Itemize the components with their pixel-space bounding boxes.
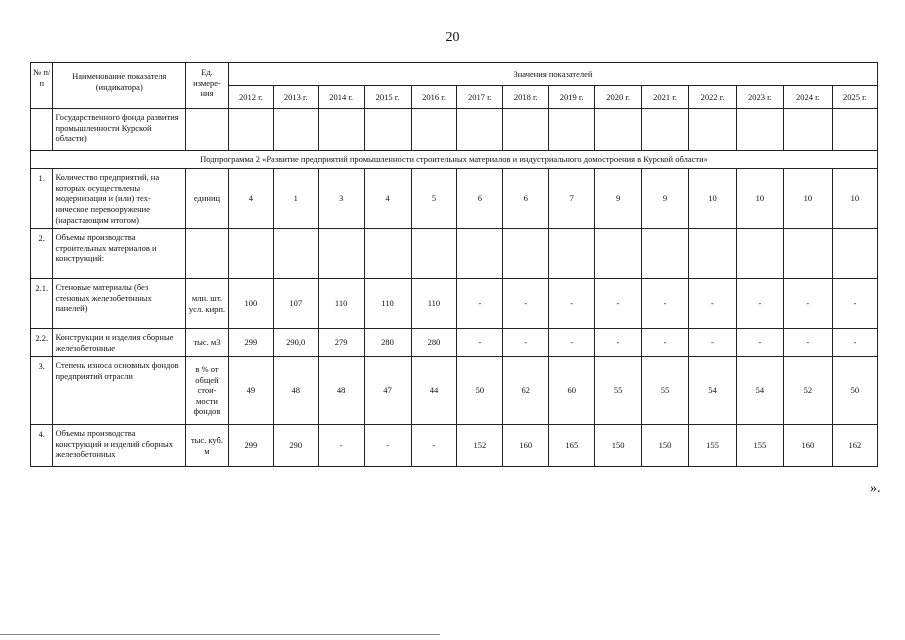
value-cell: - — [457, 329, 503, 357]
value-cell: - — [595, 329, 642, 357]
value-cell: - — [503, 329, 549, 357]
value-cell — [832, 109, 877, 151]
header-year: 2016 г. — [411, 86, 457, 109]
value-cell: 55 — [595, 357, 642, 425]
value-cell — [736, 229, 783, 279]
value-cell: 100 — [228, 279, 273, 329]
row-number: 4. — [31, 425, 53, 467]
indicator-name: Стеновые материалы (без стеновых железобетонных панелей) — [53, 279, 186, 329]
header-year: 2018 г. — [503, 86, 549, 109]
indicator-name: Степень износа основных фондов предприятий отрасли — [53, 357, 186, 425]
value-cell — [411, 109, 457, 151]
value-cell: 54 — [736, 357, 783, 425]
value-cell: - — [503, 279, 549, 329]
header-year: 2025 г. — [832, 86, 877, 109]
value-cell — [642, 109, 689, 151]
unit-of-measure: в % от общей стои-мости фондов — [186, 357, 229, 425]
value-cell: 150 — [595, 425, 642, 467]
value-cell: 44 — [411, 357, 457, 425]
value-cell: 280 — [411, 329, 457, 357]
value-cell: 279 — [318, 329, 364, 357]
indicator-name: Государственного фонда развития промышленности Курской области) — [53, 109, 186, 151]
unit-of-measure: млн. шт. усл. кирп. — [186, 279, 229, 329]
value-cell: 160 — [783, 425, 832, 467]
value-cell: 50 — [457, 357, 503, 425]
value-cell: - — [832, 329, 877, 357]
value-cell: - — [688, 279, 736, 329]
indicator-name: Конструкции и изделия сборные железобетонные — [53, 329, 186, 357]
value-cell: 10 — [832, 169, 877, 229]
table-row — [31, 229, 878, 279]
value-cell: 48 — [318, 357, 364, 425]
value-cell: - — [411, 425, 457, 467]
value-cell: 62 — [503, 357, 549, 425]
indicators-table — [30, 62, 878, 467]
end-quote-mark: ». — [870, 481, 881, 496]
value-cell: - — [783, 279, 832, 329]
value-cell: 110 — [411, 279, 457, 329]
value-cell — [595, 229, 642, 279]
header-year: 2021 г. — [642, 86, 689, 109]
row-number — [31, 109, 53, 151]
value-cell: 299 — [228, 425, 273, 467]
value-cell: 5 — [411, 169, 457, 229]
value-cell: - — [642, 279, 689, 329]
value-cell: 48 — [273, 357, 318, 425]
value-cell: - — [364, 425, 411, 467]
unit-of-measure — [186, 229, 229, 279]
value-cell: - — [595, 279, 642, 329]
value-cell: 9 — [642, 169, 689, 229]
value-cell: 52 — [783, 357, 832, 425]
value-cell — [457, 229, 503, 279]
table-row — [31, 357, 878, 425]
value-cell: 155 — [736, 425, 783, 467]
indicator-name: Количество предприятий, на которых осуществлены модернизация и (или) тех-ническое перевооружение (нарастающим итогом) — [53, 169, 186, 229]
value-cell — [228, 109, 273, 151]
row-number: 2.1. — [31, 279, 53, 329]
value-cell: - — [549, 279, 595, 329]
header-num: № п/п — [31, 63, 53, 109]
value-cell — [273, 109, 318, 151]
value-cell: 290,0 — [273, 329, 318, 357]
value-cell: - — [549, 329, 595, 357]
indicator-name: Объемы производства конструкций и изделий сборных железобетонных — [53, 425, 186, 467]
value-cell: 54 — [688, 357, 736, 425]
value-cell: 150 — [642, 425, 689, 467]
value-cell: 6 — [457, 169, 503, 229]
value-cell — [228, 229, 273, 279]
value-cell: 55 — [642, 357, 689, 425]
unit-of-measure: единиц — [186, 169, 229, 229]
value-cell: 47 — [364, 357, 411, 425]
value-cell: 152 — [457, 425, 503, 467]
value-cell: 1 — [273, 169, 318, 229]
table-row — [31, 169, 878, 229]
table-row — [31, 279, 878, 329]
value-cell: 60 — [549, 357, 595, 425]
value-cell — [642, 229, 689, 279]
row-number: 1. — [31, 169, 53, 229]
value-cell — [688, 229, 736, 279]
value-cell: 155 — [688, 425, 736, 467]
value-cell: 10 — [736, 169, 783, 229]
value-cell: 50 — [832, 357, 877, 425]
footnote-divider — [0, 634, 440, 635]
value-cell — [364, 229, 411, 279]
value-cell — [549, 109, 595, 151]
unit-of-measure: тыс. м3 — [186, 329, 229, 357]
value-cell: - — [832, 279, 877, 329]
value-cell — [549, 229, 595, 279]
header-year: 2012 г. — [228, 86, 273, 109]
value-cell — [783, 109, 832, 151]
table-row — [31, 425, 878, 467]
subprogram-title: Подпрограмма 2 «Развитие предприятий промышленности строительных материалов и индустриального домостроения в Курской области» — [31, 151, 878, 169]
value-cell: 4 — [228, 169, 273, 229]
row-number: 2. — [31, 229, 53, 279]
header-year: 2019 г. — [549, 86, 595, 109]
value-cell — [503, 109, 549, 151]
row-number: 3. — [31, 357, 53, 425]
table-row — [31, 109, 878, 151]
value-cell — [688, 109, 736, 151]
value-cell: - — [688, 329, 736, 357]
value-cell — [318, 109, 364, 151]
header-year: 2020 г. — [595, 86, 642, 109]
header-year: 2014 г. — [318, 86, 364, 109]
header-year: 2022 г. — [688, 86, 736, 109]
value-cell: - — [457, 279, 503, 329]
value-cell: 290 — [273, 425, 318, 467]
indicator-name: Объемы производства строительных материалов и конструкций: — [53, 229, 186, 279]
value-cell: 9 — [595, 169, 642, 229]
value-cell: 110 — [364, 279, 411, 329]
unit-of-measure — [186, 109, 229, 151]
subprogram-row — [31, 151, 878, 169]
page-number: 20 — [445, 30, 460, 45]
value-cell: 299 — [228, 329, 273, 357]
value-cell: 165 — [549, 425, 595, 467]
value-cell — [832, 229, 877, 279]
header-unit: Ед. измере-ния — [186, 63, 229, 109]
header-values-group: Значения показателей — [228, 63, 877, 86]
value-cell — [595, 109, 642, 151]
value-cell: 107 — [273, 279, 318, 329]
header-year: 2023 г. — [736, 86, 783, 109]
value-cell: 6 — [503, 169, 549, 229]
value-cell: 7 — [549, 169, 595, 229]
value-cell: 10 — [783, 169, 832, 229]
value-cell — [783, 229, 832, 279]
value-cell — [457, 109, 503, 151]
value-cell: 280 — [364, 329, 411, 357]
value-cell — [318, 229, 364, 279]
value-cell: 4 — [364, 169, 411, 229]
header-year: 2015 г. — [364, 86, 411, 109]
value-cell: - — [642, 329, 689, 357]
table-row — [31, 329, 878, 357]
value-cell — [503, 229, 549, 279]
value-cell: - — [318, 425, 364, 467]
value-cell: - — [736, 329, 783, 357]
value-cell: - — [736, 279, 783, 329]
header-year: 2017 г. — [457, 86, 503, 109]
value-cell: 162 — [832, 425, 877, 467]
value-cell — [364, 109, 411, 151]
value-cell — [736, 109, 783, 151]
header-year: 2024 г. — [783, 86, 832, 109]
header-name: Наименование показателя (индикатора) — [53, 63, 186, 109]
row-number: 2.2. — [31, 329, 53, 357]
value-cell: 49 — [228, 357, 273, 425]
value-cell: 3 — [318, 169, 364, 229]
value-cell — [411, 229, 457, 279]
unit-of-measure: тыс. куб. м — [186, 425, 229, 467]
value-cell — [273, 229, 318, 279]
value-cell: - — [783, 329, 832, 357]
value-cell: 110 — [318, 279, 364, 329]
value-cell: 10 — [688, 169, 736, 229]
header-year: 2013 г. — [273, 86, 318, 109]
value-cell: 160 — [503, 425, 549, 467]
